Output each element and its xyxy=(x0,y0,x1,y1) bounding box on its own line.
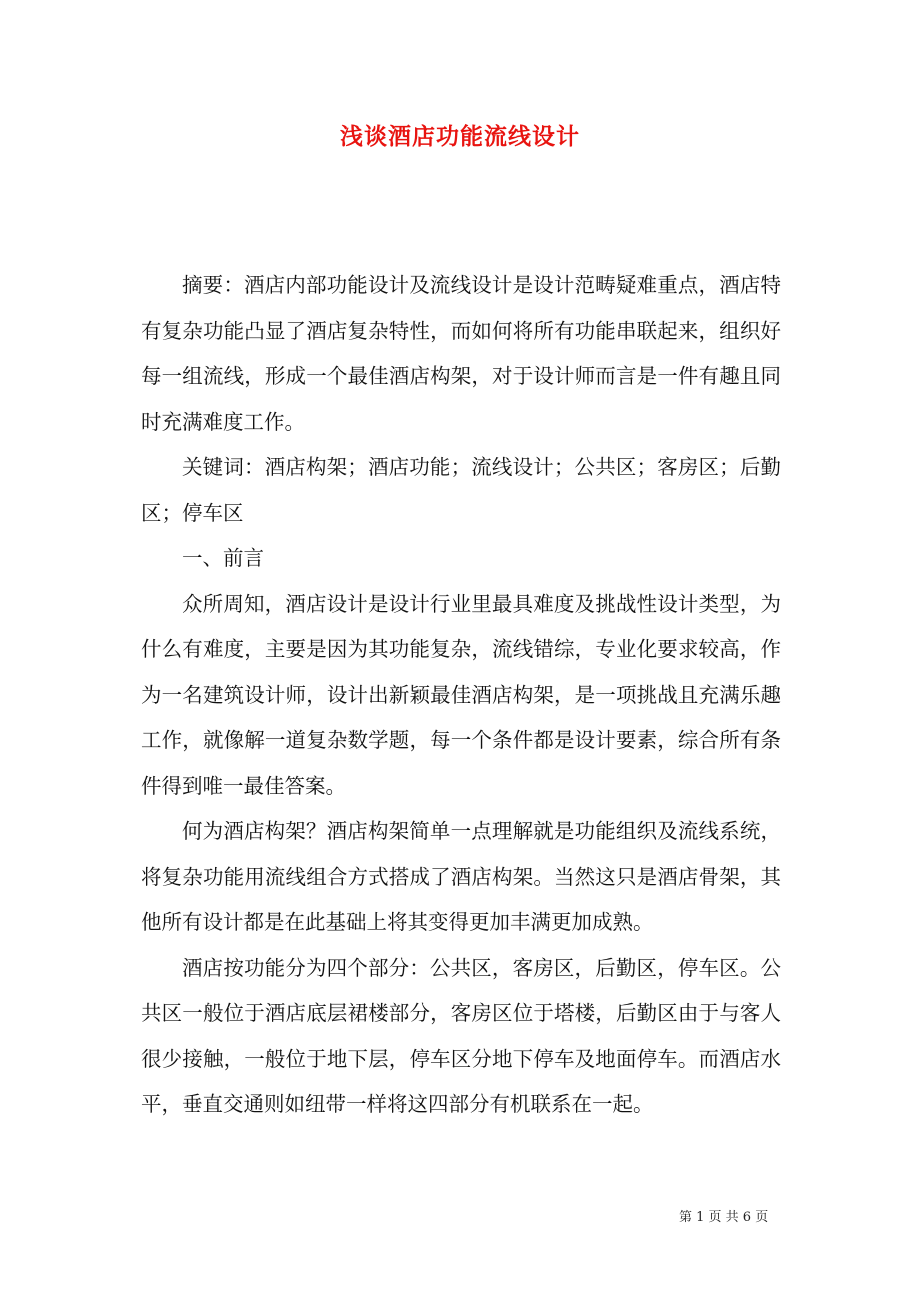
body-paragraph: 酒店按功能分为四个部分：公共区，客房区，后勤区，停车区。公共区一般位于酒店底层裙楼部分，客房区位于塔楼，后勤区由于与客人很少接触，一般位于地下层，停车区分地下停车及地面停车。而酒店水平，垂直交通则如纽带一样将这四部分有机联系在一起。 xyxy=(141,955,781,1116)
section-heading-preface: 一、前言 xyxy=(182,546,264,570)
body-paragraph: 众所周知，酒店设计是设计行业里最具难度及挑战性设计类型，为什么有难度，主要是因为其功能复杂，流线错综，专业化要求较高，作为一名建筑设计师，设计出新颖最佳酒店构架，是一项挑战且充满乐趣工作，就像解一道复杂数学题，每一个条件都是设计要素，综合所有条件得到唯一最佳答案。 xyxy=(141,591,781,798)
abstract-paragraph: 摘要：酒店内部功能设计及流线设计是设计范畴疑难重点，酒店特有复杂功能凸显了酒店复杂特性，而如何将所有功能串联起来，组织好每一组流线，形成一个最佳酒店构架，对于设计师而言是一件有趣且同时充满难度工作。 xyxy=(141,273,781,434)
document-title: 浅谈酒店功能流线设计 xyxy=(340,123,580,150)
keywords-paragraph: 关键词：酒店构架；酒店功能；流线设计；公共区；客房区；后勤区；停车区 xyxy=(141,455,781,525)
body-paragraph: 何为酒店构架？酒店构架简单一点理解就是功能组织及流线系统，将复杂功能用流线组合方式搭成了酒店构架。当然这只是酒店骨架，其他所有设计都是在此基础上将其变得更加丰满更加成熟。 xyxy=(141,819,781,934)
page-number-footer: 第 1 页 共 6 页 xyxy=(679,1210,769,1225)
document-body xyxy=(141,263,781,1128)
